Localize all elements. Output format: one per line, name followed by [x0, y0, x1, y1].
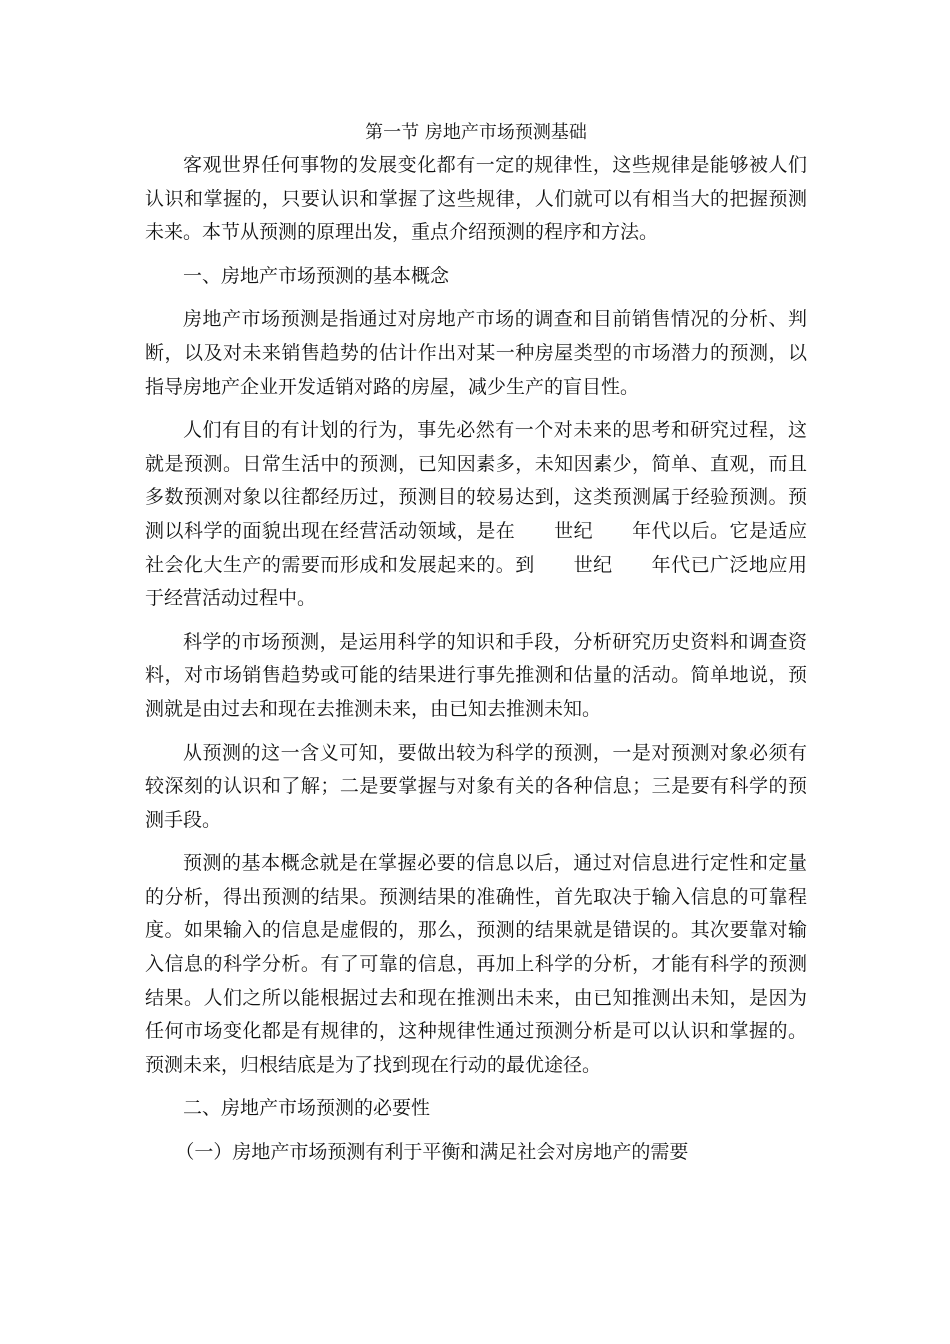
paragraph-requirements: 从预测的这一含义可知，要做出较为科学的预测，一是对预测对象必须有较深刻的认识和了解；二是要掌握与对象有关的各种信息；三是要有科学的预测手段。: [145, 741, 807, 831]
paragraph-definition: 房地产市场预测是指通过对房地产市场的调查和目前销售情况的分析、判断，以及对未来销售趋势的估计作出对某一种房屋类型的市场潜力的预测，以指导房地产企业开发适销对路的房屋，减少生产的盲目性。: [145, 308, 807, 398]
paragraph-basic-concept-detail: 预测的基本概念就是在掌握必要的信息以后，通过对信息进行定性和定量的分析，得出预测的结果。预测结果的准确性，首先取决于输入信息的可靠程度。如果输入的信息是虚假的，那么，预测的结果就是错误的。其次要靠对输入信息的科学分析。有了可靠的信息，再加上科学的分析，才能有科学的预测结果。人们之所以能根据过去和现在推测出未来，由已知推测出未知，是因为任何市场变化都是有规律的，这种规律性通过预测分析是可以认识和掌握的。预测未来，归根结底是为了找到现在行动的最优途径。: [145, 852, 807, 1076]
heading-basic-concept: 一、房地产市场预测的基本概念: [183, 264, 450, 287]
subheading-balance-demand: （一）房地产市场预测有利于平衡和满足社会对房地产的需要: [175, 1141, 689, 1164]
paragraph-scientific-forecast: 科学的市场预测，是运用科学的知识和手段，分析研究历史资料和调查资料，对市场销售趋势或可能的结果进行事先推测和估量的活动。简单地说，预测就是由过去和现在去推测未来，由已知去推测未知。: [145, 630, 807, 720]
paragraph-intro: 客观世界任何事物的发展变化都有一定的规律性，这些规律是能够被人们认识和掌握的，只要认识和掌握了这些规律，人们就可以有相当大的把握预测未来。本节从预测的原理出发，重点介绍预测的程序和方法。: [145, 154, 807, 244]
document-body: [145, 116, 807, 1170]
heading-necessity: 二、房地产市场预测的必要性: [183, 1097, 431, 1120]
section-title: 第一节 房地产市场预测基础: [365, 122, 587, 143]
paragraph-history: 人们有目的有计划的行为，事先必然有一个对未来的思考和研究过程，这就是预测。日常生活中的预测，已知因素多，未知因素少，简单、直观，而且多数预测对象以往都经历过，预测目的较易达到，这类预测属于经验预测。预测以科学的面貌出现在经营活动领域，是在 世纪 年代以后。它是适应社会化大生产的需要而形成和发展起来的。到 世纪 年代已广泛地应用于经营活动过程中。: [145, 419, 807, 610]
